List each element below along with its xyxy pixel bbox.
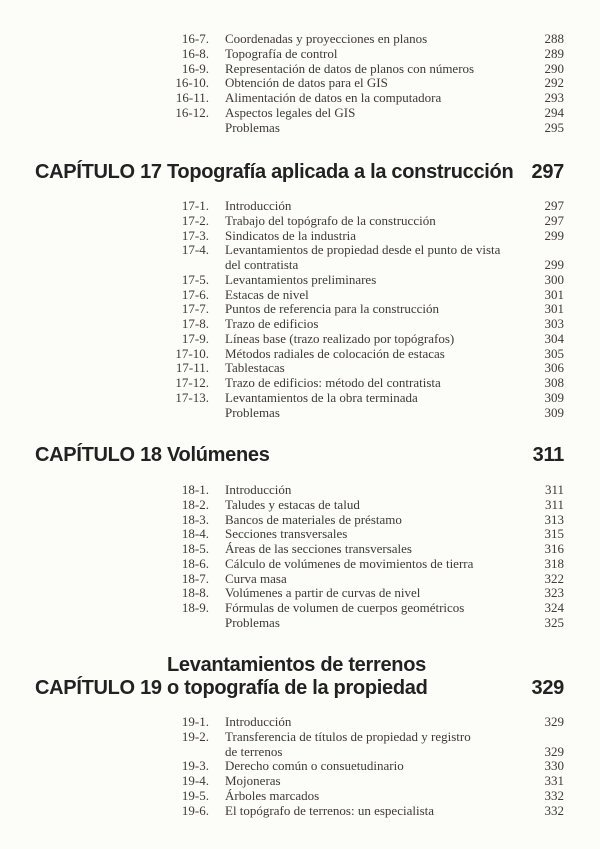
toc-item-title: Taludes y estacas de talud xyxy=(225,496,360,512)
toc-row xyxy=(0,789,600,804)
toc-item-number: 16-9. xyxy=(181,60,209,76)
toc-row xyxy=(0,745,600,760)
toc-item-title: Bancos de materiales de préstamo xyxy=(225,511,402,527)
chapter-19-title-line-2: o topografía de la propiedad xyxy=(167,677,428,699)
toc-item-number: 17-5. xyxy=(181,271,209,287)
chapter-17-title xyxy=(167,161,522,184)
toc-item-number: 17-10. xyxy=(175,345,209,361)
toc-item-number: 18-1. xyxy=(181,482,209,497)
toc-item-number: 16-12. xyxy=(175,104,209,120)
toc-item-page-number: 331 xyxy=(544,773,564,788)
toc-item-page-number: 292 xyxy=(544,75,564,91)
chapter-18-page-number: 311 xyxy=(532,444,564,466)
toc-row xyxy=(0,774,600,789)
toc-row xyxy=(0,214,600,229)
toc-item-number: 19-1. xyxy=(181,714,209,729)
toc-row xyxy=(0,258,600,273)
toc-item-page-number: 325 xyxy=(544,614,564,630)
toc-item-page-number: 324 xyxy=(544,600,564,615)
toc-item-title: Sindicatos de la industria xyxy=(225,227,357,243)
toc-item-title: Transferencia de títulos de propiedad y registro xyxy=(225,728,471,744)
toc-item-number: 19-3. xyxy=(181,758,209,774)
toc-row xyxy=(0,273,600,288)
toc-item-page-number: 295 xyxy=(544,119,564,135)
toc-item-title: Secciones transversales xyxy=(225,526,348,542)
chapter-17-item-list xyxy=(0,199,600,420)
chapter-17-page-number: 297 xyxy=(531,161,564,183)
toc-item-page-number: 294 xyxy=(544,104,564,120)
toc-row xyxy=(0,557,600,572)
toc-item-number: 17-1. xyxy=(181,198,209,213)
toc-row xyxy=(0,586,600,601)
toc-item-title: Aspectos legales del GIS xyxy=(225,104,356,120)
toc-item-title: Líneas base (trazo realizado por topógrafos) xyxy=(225,330,455,346)
toc-item-title: Estacas de nivel xyxy=(225,286,309,302)
toc-item-number: 16-8. xyxy=(181,45,209,61)
chapter-19-label: CAPÍTULO 19 xyxy=(35,677,162,699)
toc-item-number: 18-2. xyxy=(181,496,209,512)
toc-item-title: Fórmulas de volumen de cuerpos geométricos xyxy=(225,600,465,615)
toc-item-title: Trabajo del topógrafo de la construcción xyxy=(225,212,436,228)
toc-item-title: Levantamientos de propiedad desde el punto de vista xyxy=(225,242,501,258)
toc-item-title: Árboles marcados xyxy=(225,787,320,803)
toc-item-number: 17-7. xyxy=(181,301,209,317)
toc-row xyxy=(0,715,600,730)
toc-item-title: Topografía de control xyxy=(225,45,338,61)
toc-item-title: El topógrafo de terrenos: un especialista xyxy=(225,802,435,818)
toc-item-number: 16-11. xyxy=(175,90,209,105)
toc-item-page-number: 289 xyxy=(544,45,564,61)
toc-row xyxy=(0,199,600,214)
toc-item-number: 18-3. xyxy=(181,511,209,527)
toc-item-title: Problemas xyxy=(225,404,280,420)
chapter-19-page-number: 329 xyxy=(531,677,564,699)
toc-item-title: de terrenos xyxy=(225,743,283,759)
toc-item-title: Tablestacas xyxy=(225,360,285,376)
toc-item-number: 19-5. xyxy=(181,787,209,803)
toc-item-title: Introducción xyxy=(225,198,292,213)
toc-item-page-number: 299 xyxy=(544,257,564,272)
toc-row xyxy=(0,804,600,819)
toc-row xyxy=(0,47,600,62)
toc-item-title: Introducción xyxy=(225,714,292,729)
toc-item-page-number: 316 xyxy=(544,541,564,556)
toc-row xyxy=(0,406,600,421)
toc-item-page-number: 330 xyxy=(544,758,564,774)
toc-item-page-number: 301 xyxy=(544,301,564,317)
toc-item-title: Cálculo de volúmenes de movimientos de tierra xyxy=(225,555,474,571)
toc-item-number: 19-6. xyxy=(181,802,209,818)
toc-item-page-number: 329 xyxy=(544,743,564,759)
toc-item-title: Obtención de datos para el GIS xyxy=(225,75,388,91)
toc-item-number: 18-4. xyxy=(181,526,209,542)
toc-item-page-number: 297 xyxy=(544,212,564,228)
toc-item-page-number: 303 xyxy=(544,316,564,331)
toc-item-number: 18-5. xyxy=(181,541,209,556)
toc-row xyxy=(0,62,600,77)
toc-item-number: 19-2. xyxy=(181,728,209,744)
toc-item-title: Trazo de edificios xyxy=(225,316,319,331)
toc-item-title: Levantamientos de la obra terminada xyxy=(225,389,418,405)
toc-item-page-number: 311 xyxy=(544,496,564,512)
toc-item-number: 17-8. xyxy=(181,316,209,331)
toc-row xyxy=(0,542,600,557)
toc-row xyxy=(0,106,600,121)
toc-item-number: 16-7. xyxy=(181,31,209,46)
chapter-18-heading xyxy=(0,444,600,467)
chapter-19-heading xyxy=(0,654,600,700)
chapter-18-title xyxy=(167,444,523,467)
chapter-18-label: CAPÍTULO 18 xyxy=(35,444,162,466)
toc-item-title: Representación de datos de planos con números xyxy=(225,60,475,76)
toc-item-number: 18-7. xyxy=(181,570,209,586)
toc-item-title: Alimentación de datos en la computadora xyxy=(225,90,442,105)
toc-item-page-number: 308 xyxy=(544,375,564,390)
toc-row xyxy=(0,616,600,631)
chapter-19-item-list xyxy=(0,715,600,818)
toc-row xyxy=(0,121,600,136)
toc-row xyxy=(0,601,600,616)
toc-row xyxy=(0,76,600,91)
toc-item-title: Derecho común o consuetudinario xyxy=(225,758,404,774)
chapter-17-heading xyxy=(0,161,600,184)
toc-item-title: Métodos radiales de colocación de estacas xyxy=(225,345,445,361)
chapter-17-label: CAPÍTULO 17 xyxy=(35,161,162,183)
toc-item-title: Mojoneras xyxy=(225,773,281,788)
toc-item-title: Áreas de las secciones transversales xyxy=(225,541,412,556)
chapter-17-title-line-1: Topografía aplicada a la construcción xyxy=(167,161,514,183)
toc-item-number: 17-9. xyxy=(181,330,209,346)
toc-item-page-number: 315 xyxy=(544,526,564,542)
toc-row xyxy=(0,483,600,498)
toc-item-number: 17-2. xyxy=(181,212,209,228)
toc-item-page-number: 300 xyxy=(544,271,564,287)
toc-item-title: Curva masa xyxy=(225,570,287,586)
toc-row xyxy=(0,730,600,745)
toc-item-title: Problemas xyxy=(225,614,280,630)
toc-item-number: 18-8. xyxy=(181,585,209,601)
toc-item-title: Puntos de referencia para la construcción xyxy=(225,301,440,317)
toc-row xyxy=(0,32,600,47)
toc-item-page-number: 322 xyxy=(544,570,564,586)
toc-item-number: 17-4. xyxy=(181,242,209,258)
toc-item-page-number: 323 xyxy=(544,585,564,601)
toc-item-title: Coordenadas y proyecciones en planos xyxy=(225,31,428,46)
toc-row xyxy=(0,361,600,376)
toc-item-number: 17-3. xyxy=(181,227,209,243)
toc-item-number: 17-13. xyxy=(175,389,209,405)
toc-item-title: Introducción xyxy=(225,482,292,497)
toc-row xyxy=(0,317,600,332)
chapter-19-title-line-1: Levantamientos de terrenos xyxy=(167,654,426,676)
toc-row xyxy=(0,288,600,303)
toc-row xyxy=(0,527,600,542)
toc-item-page-number: 332 xyxy=(544,802,564,818)
toc-item-number: 17-11. xyxy=(175,360,209,376)
toc-item-page-number: 306 xyxy=(544,360,564,376)
toc-item-page-number: 309 xyxy=(544,389,564,405)
toc-row xyxy=(0,759,600,774)
toc-item-page-number: 311 xyxy=(544,482,564,497)
toc-item-title: del contratista xyxy=(225,257,299,272)
toc-row xyxy=(0,513,600,528)
toc-item-number: 18-9. xyxy=(181,600,209,615)
toc-row xyxy=(0,243,600,258)
chapter-18-title-line-1: Volúmenes xyxy=(167,444,270,466)
toc-item-number: 17-6. xyxy=(181,286,209,302)
toc-row xyxy=(0,498,600,513)
toc-row xyxy=(0,391,600,406)
toc-row xyxy=(0,91,600,106)
toc-item-title: Problemas xyxy=(225,119,280,135)
toc-item-page-number: 304 xyxy=(544,330,564,346)
toc-item-title: Levantamientos preliminares xyxy=(225,271,377,287)
toc-item-page-number: 329 xyxy=(544,714,564,729)
toc-item-page-number: 301 xyxy=(544,286,564,302)
toc-item-page-number: 293 xyxy=(544,90,564,105)
toc-item-number: 17-12. xyxy=(175,375,209,390)
toc-row xyxy=(0,332,600,347)
toc-item-number: 18-6. xyxy=(181,555,209,571)
toc-item-page-number: 299 xyxy=(544,227,564,243)
toc-item-page-number: 297 xyxy=(544,198,564,213)
chapter-16-item-list xyxy=(0,32,600,135)
toc-item-page-number: 313 xyxy=(544,511,564,527)
toc-row xyxy=(0,376,600,391)
toc-row xyxy=(0,572,600,587)
toc-item-number: 16-10. xyxy=(175,75,209,91)
toc-item-title: Trazo de edificios: método del contratista xyxy=(225,375,441,390)
chapter-19-title xyxy=(167,654,522,700)
toc-item-page-number: 290 xyxy=(544,60,564,76)
toc-item-page-number: 305 xyxy=(544,345,564,361)
chapter-18-item-list xyxy=(0,483,600,631)
toc-row xyxy=(0,229,600,244)
toc-item-page-number: 318 xyxy=(544,555,564,571)
toc-row xyxy=(0,347,600,362)
toc-item-page-number: 309 xyxy=(544,404,564,420)
toc-row xyxy=(0,302,600,317)
toc-item-title: Volúmenes a partir de curvas de nivel xyxy=(225,585,421,601)
toc-item-page-number: 332 xyxy=(544,787,564,803)
toc-item-number: 19-4. xyxy=(181,773,209,788)
toc-item-page-number: 288 xyxy=(544,31,564,46)
